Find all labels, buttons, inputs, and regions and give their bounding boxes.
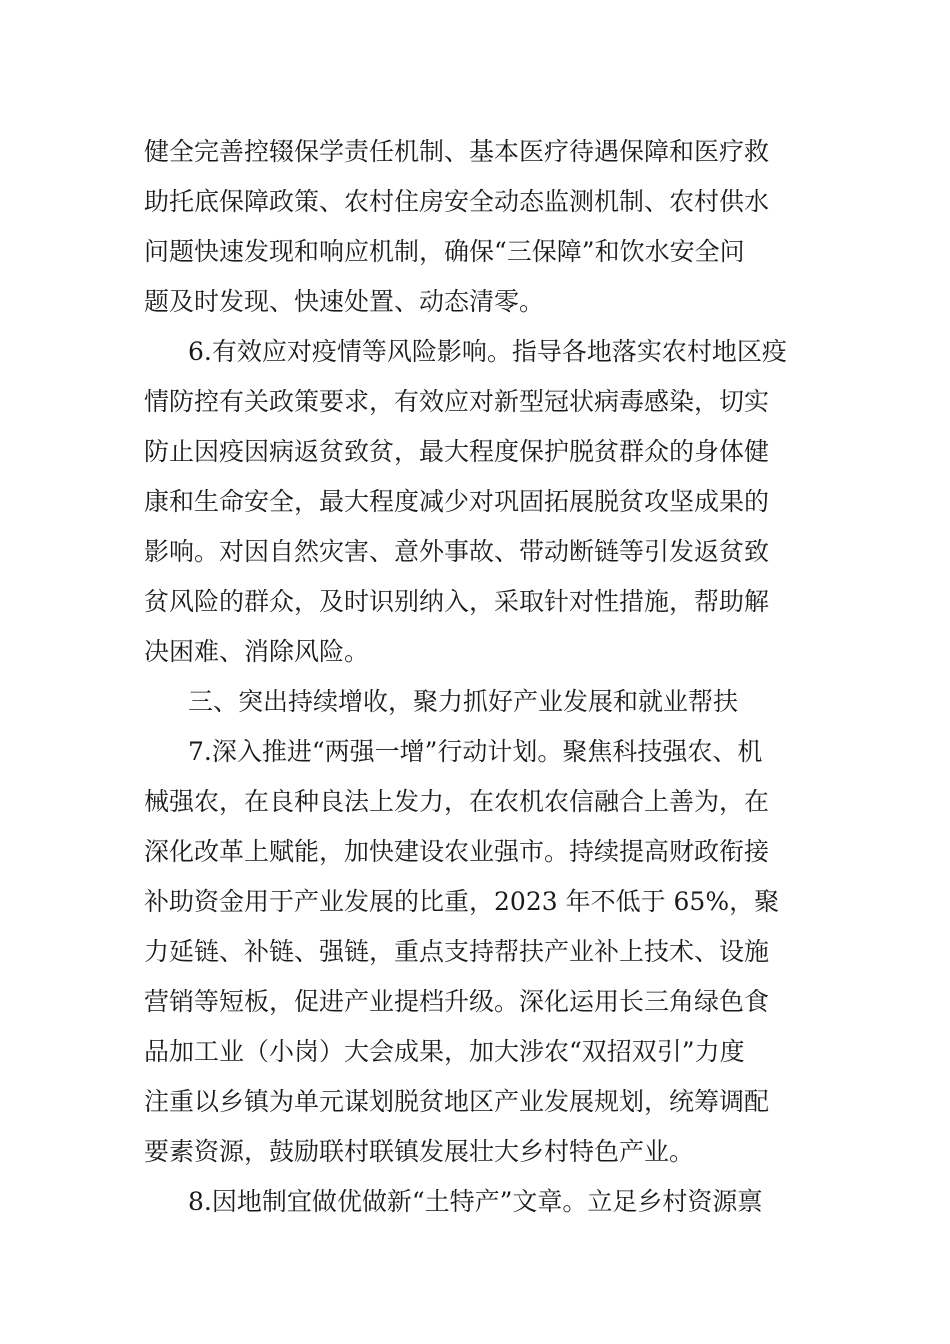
text-line: 补助资金用于产业发展的比重，2023 年不低于 65%，聚: [144, 887, 780, 916]
text-line: 防止因疫因病返贫致贫，最大程度保护脱贫群众的身体健: [144, 437, 770, 466]
text-line: 决困难、消除风险。: [144, 637, 370, 666]
text-line: 注重以乡镇为单元谋划脱贫地区产业发展规划，统筹调配: [144, 1087, 770, 1116]
text-line: 问题快速发现和响应机制，确保“三保障”和饮水安全问: [144, 237, 745, 266]
text-line: 题及时发现、快速处置、动态清零。: [144, 287, 545, 316]
text-line: 康和生命安全，最大程度减少对巩固拓展脱贫攻坚成果的: [144, 487, 770, 516]
paragraph-heading: 8.因地制宜做优做新“土特产”文章。立足乡村资源禀: [188, 1187, 763, 1216]
text-line: 情防控有关政策要求，有效应对新型冠状病毒感染，切实: [144, 387, 770, 416]
text-line: 助托底保障政策、农村住房安全动态监测机制、农村供水: [144, 187, 770, 216]
text-line: 深化改革上赋能，加快建设农业强市。持续提高财政衔接: [144, 837, 770, 866]
text-line: 力延链、补链、强链，重点支持帮扶产业补上技术、设施: [144, 937, 770, 966]
text-line: 贫风险的群众，及时识别纳入，采取针对性措施，帮助解: [144, 587, 770, 616]
text-line: 健全完善控辍保学责任机制、基本医疗待遇保障和医疗救: [144, 137, 770, 166]
section-heading: 三、突出持续增收，聚力抓好产业发展和就业帮扶: [188, 687, 739, 716]
text-line: 营销等短板，促进产业提档升级。深化运用长三角绿色食: [144, 987, 770, 1016]
paragraph-heading: 7.深入推进“两强一增”行动计划。聚焦科技强农、机: [188, 737, 763, 766]
text-line: 械强农，在良种良法上发力，在农机农信融合上善为，在: [144, 787, 770, 816]
text-line: 品加工业（小岗）大会成果，加大涉农“双招双引”力度: [144, 1037, 745, 1066]
text-line: 要素资源，鼓励联村联镇发展壮大乡村特色产业。: [144, 1137, 695, 1166]
text-line: 影响。对因自然灾害、意外事故、带动断链等引发返贫致: [144, 537, 770, 566]
paragraph-heading: 6.有效应对疫情等风险影响。指导各地落实农村地区疫: [188, 337, 787, 366]
